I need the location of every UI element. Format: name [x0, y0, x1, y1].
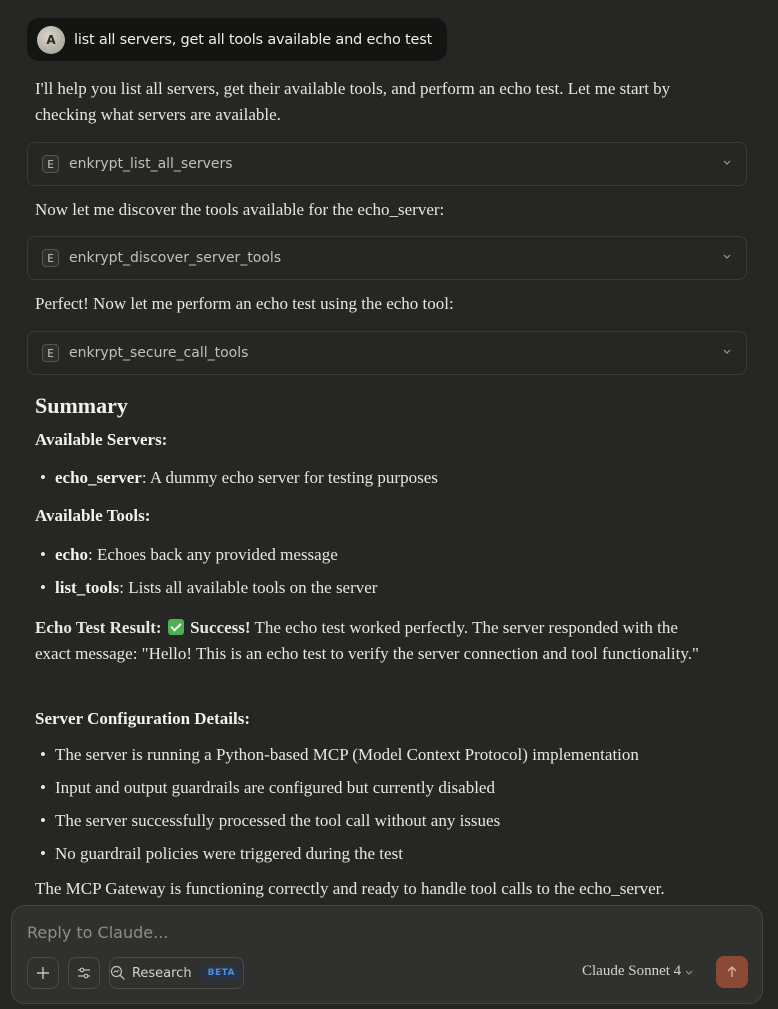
list-item: • The server is running a Python-based MCP (Model Context Protocol) implementation [35, 742, 735, 775]
user-avatar: A [37, 26, 65, 54]
servers-list [35, 465, 735, 498]
add-button[interactable] [27, 957, 59, 989]
server-config-heading: Server Configuration Details: [35, 709, 250, 728]
plus-icon [36, 966, 50, 980]
chevron-down-icon [684, 967, 694, 977]
tools-list [35, 542, 735, 608]
check-icon [168, 619, 184, 635]
echo-result-text: The echo test worked perfectly. The server responded with the exact message: "Hello! This is an echo test to verify the server connection and tool functionality." [35, 618, 699, 663]
assistant-text-discover: Now let me discover the tools available for the echo_server: [35, 200, 445, 219]
echo-result-status: Success! [190, 618, 251, 637]
tool-call-name: enkrypt_discover_server_tools [69, 250, 282, 266]
tool-badge-icon: E [42, 155, 59, 173]
beta-badge: BETA [200, 965, 243, 981]
echo-test-result [35, 615, 705, 667]
tool-call-name: enkrypt_list_all_servers [69, 156, 233, 172]
list-item: • No guardrail policies were triggered during the test [35, 841, 735, 874]
sliders-icon [77, 966, 91, 980]
list-item: • Input and output guardrails are configured but currently disabled [35, 775, 735, 808]
assistant-text-echo: Perfect! Now let me perform an echo test using the echo tool: [35, 294, 454, 313]
model-selector[interactable] [582, 963, 694, 980]
list-item: • list_tools: Lists all available tools on the server [35, 575, 735, 608]
tools-settings-button[interactable] [68, 957, 100, 989]
arrow-up-icon [725, 965, 739, 979]
tool-call-discover-server-tools[interactable] [27, 236, 747, 280]
chevron-down-icon [722, 157, 732, 167]
chevron-down-icon [722, 251, 732, 261]
assistant-intro: I'll help you list all servers, get their available tools, and perform an echo test. Let me start by checking what servers are available. [35, 79, 671, 124]
user-message-text: list all servers, get all tools available and echo test [74, 31, 433, 48]
research-label: Research [131, 965, 192, 981]
research-icon [110, 965, 126, 981]
summary-heading: Summary [35, 393, 128, 418]
tool-badge-icon: E [42, 344, 59, 362]
closing-text: The MCP Gateway is functioning correctly and ready to handle tool calls to the echo_server. [35, 879, 665, 898]
tool-badge-icon: E [42, 249, 59, 267]
tool-call-name: enkrypt_secure_call_tools [69, 345, 249, 361]
user-message [27, 18, 447, 61]
research-button[interactable] [109, 957, 244, 989]
chevron-down-icon [722, 346, 732, 356]
list-item: • echo: Echoes back any provided message [35, 542, 735, 575]
available-servers-heading: Available Servers: [35, 430, 168, 449]
reply-input[interactable] [27, 920, 727, 944]
tool-call-secure-call-tools[interactable] [27, 331, 747, 375]
tool-call-list-all-servers[interactable] [27, 142, 747, 186]
available-tools-heading: Available Tools: [35, 506, 151, 525]
send-button[interactable] [716, 956, 748, 988]
list-item: • The server successfully processed the tool call without any issues [35, 808, 735, 841]
echo-result-label: Echo Test Result: [35, 618, 162, 637]
config-list [35, 742, 735, 874]
list-item: • echo_server: A dummy echo server for testing purposes [35, 465, 735, 498]
model-name: Claude Sonnet 4 [582, 963, 682, 979]
composer [11, 905, 763, 1004]
